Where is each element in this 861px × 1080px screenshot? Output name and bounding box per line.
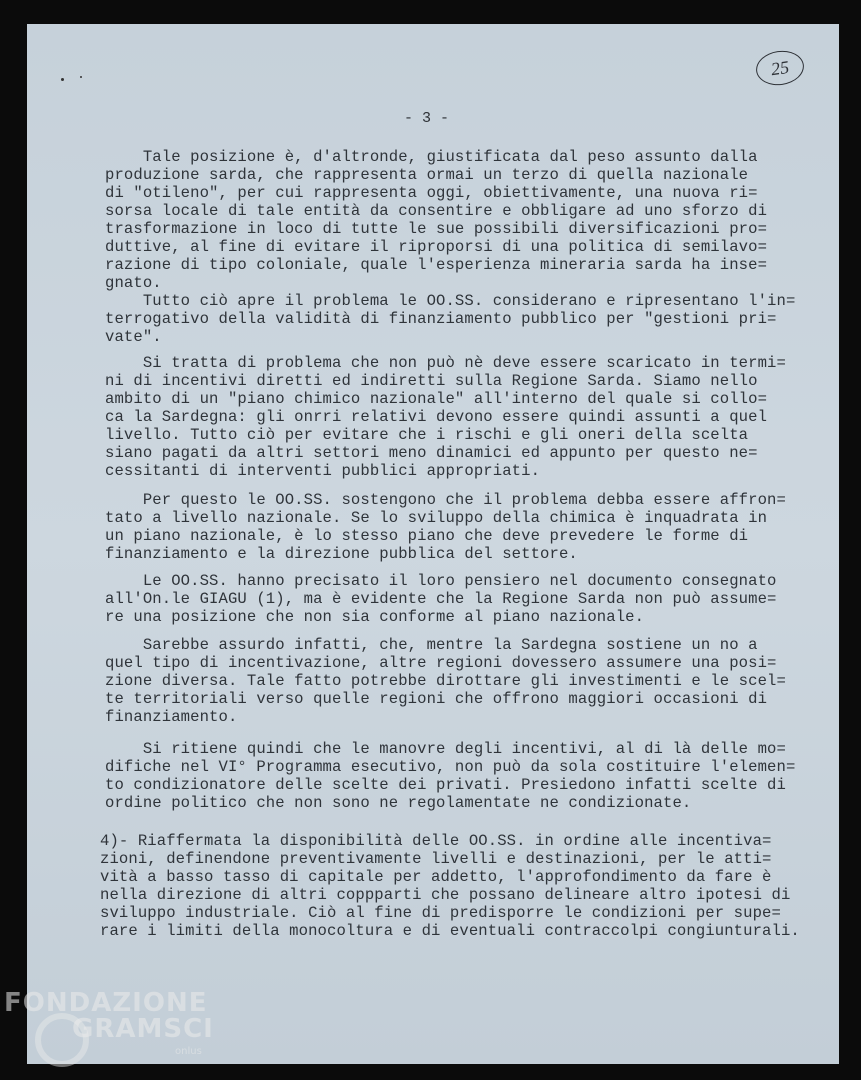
text-line: produzione sarda, che rappresenta ormai un terzo di quella nazionale: [105, 166, 749, 184]
text-line: gnato.: [105, 274, 162, 292]
text-line: 4)- Riaffermata la disponibilità delle OO.SS. in ordine alle incentiva=: [100, 832, 772, 850]
text-line: Sarebbe assurdo infatti, che, mentre la Sardegna sostiene un no a: [105, 636, 758, 654]
text-line: Tutto ciò apre il problema le OO.SS. considerano e ripresentano l'in=: [105, 292, 796, 310]
text-line: ordine politico che non sono ne regolamentate ne condizionate.: [105, 794, 692, 812]
text-line: quel tipo di incentivazione, altre regioni dovessero assumere una posi=: [105, 654, 777, 672]
watermark-fondazione: FONDAZIONE: [4, 988, 208, 1018]
text-line: razione di tipo coloniale, quale l'esperienza mineraria sarda ha inse=: [105, 256, 768, 274]
text-line: duttive, al fine di evitare il riproporsi di una politica di semilavo=: [105, 238, 768, 256]
text-line: te territoriali verso quelle regioni che offrono maggiori occasioni di: [105, 690, 768, 708]
text-line: vità a basso tasso di capitale per addetto, l'approfondimento da fare è: [100, 868, 772, 886]
text-line: ambito di un "piano chimico nazionale" all'interno del quale si collo=: [105, 390, 768, 408]
ink-mark: [61, 78, 64, 81]
text-line: to condizionatore delle scelte dei privati. Presiedono infatti scelte di: [105, 776, 786, 794]
text-line: all'On.le GIAGU (1), ma è evidente che la Regione Sarda non può assume=: [105, 590, 777, 608]
text-line: rare i limiti della monocoltura e di eventuali contraccolpi congiunturali.: [100, 922, 800, 940]
text-line: siano pagati da altri settori meno dinamici ed appunto per questo ne=: [105, 444, 758, 462]
text-line: re una posizione che non sia conforme al piano nazionale.: [105, 608, 645, 626]
page-stamp: 25: [754, 48, 806, 88]
text-line: finanziamento.: [105, 708, 238, 726]
page-number: - 3 -: [404, 110, 450, 127]
watermark-gramsci: GRAMSCI: [72, 1014, 214, 1044]
text-line: un piano nazionale, è lo stesso piano che deve prevedere le forme di: [105, 527, 749, 545]
text-line: terrogativo della validità di finanziamento pubblico per "gestioni pri=: [105, 310, 777, 328]
text-line: Tale posizione è, d'altronde, giustificata dal peso assunto dalla: [105, 148, 758, 166]
watermark-onlus: onlus: [175, 1046, 202, 1057]
text-line: sorsa locale di tale entità da consentire e obbligare ad uno sforzo di: [105, 202, 768, 220]
ink-mark: [80, 76, 82, 78]
text-line: nella direzione di altri coppparti che possano delineare altro ipotesi di: [100, 886, 791, 904]
text-line: di "otileno", per cui rappresenta oggi, obiettivamente, una nuova ri=: [105, 184, 758, 202]
text-line: zioni, definendone preventivamente livelli e destinazioni, per le atti=: [100, 850, 772, 868]
text-line: sviluppo industriale. Ciò al fine di predisporre le condizioni per supe=: [100, 904, 781, 922]
text-line: trasformazione in loco di tutte le sue possibili diversificazioni pro=: [105, 220, 768, 238]
text-line: Si tratta di problema che non può nè deve essere scaricato in termi=: [105, 354, 786, 372]
text-line: livello. Tutto ciò per evitare che i rischi e gli oneri della scelta: [105, 426, 749, 444]
text-line: ca la Sardegna: gli onrri relativi devono essere quindi assunti a quel: [105, 408, 768, 426]
text-line: Si ritiene quindi che le manovre degli incentivi, al di là delle mo=: [105, 740, 786, 758]
text-line: finanziamento e la direzione pubblica del settore.: [105, 545, 578, 563]
text-line: ni di incentivi diretti ed indiretti sulla Regione Sarda. Siamo nello: [105, 372, 758, 390]
text-line: vate".: [105, 328, 162, 346]
text-line: cessitanti di interventi pubblici appropriati.: [105, 462, 541, 480]
text-line: Le OO.SS. hanno precisato il loro pensiero nel documento consegnato: [105, 572, 777, 590]
text-line: tato a livello nazionale. Se lo sviluppo della chimica è inquadrata in: [105, 509, 768, 527]
text-line: difiche nel VI° Programma esecutivo, non può da sola costituire l'elemen=: [105, 758, 796, 776]
text-line: Per questo le OO.SS. sostengono che il problema debba essere affron=: [105, 491, 786, 509]
text-line: zione diversa. Tale fatto potrebbe dirottare gli investimenti e le scel=: [105, 672, 786, 690]
